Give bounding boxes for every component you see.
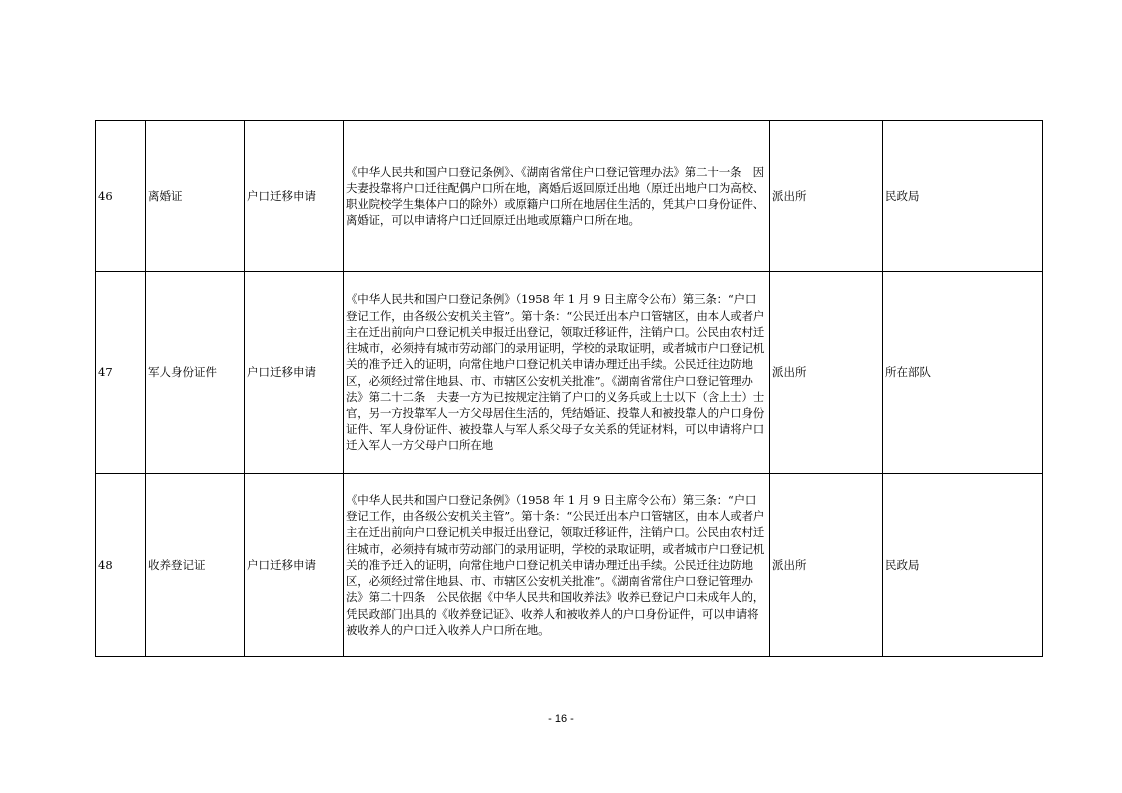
certificate-table [95,120,1043,657]
document-name: 收养登记证 [146,474,245,657]
issuing-unit: 所在部队 [883,272,1043,474]
matter-name: 户口迁移申请 [245,121,344,272]
table-row [96,474,1043,657]
matter-name: 户口迁移申请 [245,474,344,657]
handling-unit: 派出所 [770,272,883,474]
document-name: 军人身份证件 [146,272,245,474]
document-name: 离婚证 [146,121,245,272]
matter-name: 户口迁移申请 [245,272,344,474]
row-number: 46 [96,121,146,272]
page-number: - 16 - [548,713,574,725]
issuing-unit: 民政局 [883,121,1043,272]
table-row [96,121,1043,272]
issuing-unit: 民政局 [883,474,1043,657]
table-row [96,272,1043,474]
legal-basis: 《中华人民共和国户口登记条例》（1958 年 1 月 9 日主席令公布）第三条：“户口登记工作，由各级公安机关主管”。第十条：“公民迁出本户口管辖区，由本人或者户主在迁出前向户口登记机关申报迁出登记，领取迁移证件，注销户口。公民由农村迁往城市，必须持有城市劳动部门的录用证明，学校的录取证明，或者城市户口登记机关的准予迁入的证明，向常住地户口登记机关申请办理迁出手续。公民迁往边防地区，必须经过常住地县、市、市辖区公安机关批准”。《湖南省常住户口登记管理办法》第二十二条 夫妻一方为已按规定注销了户口的义务兵或上士以下（含上士）士官，另一方投靠军人一方父母居住生活的，凭结婚证、投靠人和被投靠人的户口身份证件、军人身份证件、被投靠人与军人系父母子女关系的凭证材料，可以申请将户口迁入军人一方父母户口所在地 [344,272,770,474]
handling-unit: 派出所 [770,121,883,272]
row-number: 47 [96,272,146,474]
legal-basis: 《中华人民共和国户口登记条例》（1958 年 1 月 9 日主席令公布）第三条：“户口登记工作，由各级公安机关主管”。第十条：“公民迁出本户口管辖区，由本人或者户主在迁出前向户口登记机关申报迁出登记，领取迁移证件，注销户口。公民由农村迁往城市，必须持有城市劳动部门的录用证明，学校的录取证明，或者城市户口登记机关的准予迁入的证明，向常住地户口登记机关申请办理迁出手续。公民迁往边防地区，必须经过常住地县、市、市辖区公安机关批准”。《湖南省常住户口登记管理办法》第二十四条 公民依据《中华人民共和国收养法》收养已登记户口未成年人的，凭民政部门出具的《收养登记证》、收养人和被收养人的户口身份证件，可以申请将被收养人的户口迁入收养人户口所在地。 [344,474,770,657]
handling-unit: 派出所 [770,474,883,657]
row-number: 48 [96,474,146,657]
legal-basis: 《中华人民共和国户口登记条例》、《湖南省常住户口登记管理办法》第二十一条 因夫妻投靠将户口迁往配偶户口所在地，离婚后返回原迁出地（原迁出地户口为高校、职业院校学生集体户口的除外）或原籍户口所在地居住生活的，凭其户口身份证件、离婚证，可以申请将户口迁回原迁出地或原籍户口所在地。 [344,121,770,272]
